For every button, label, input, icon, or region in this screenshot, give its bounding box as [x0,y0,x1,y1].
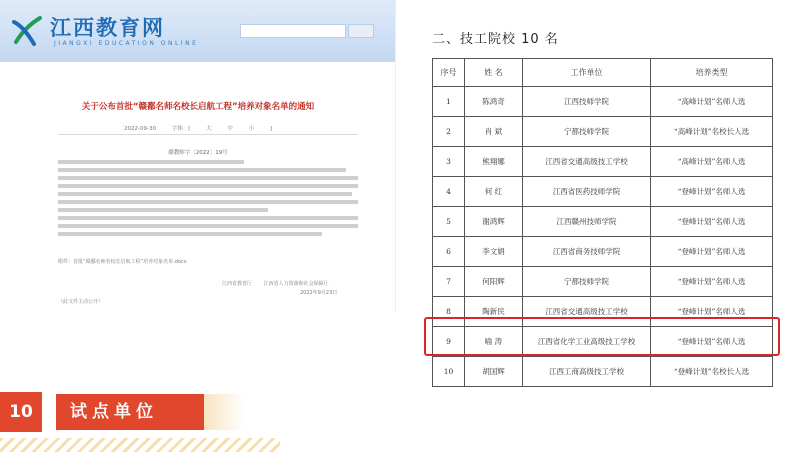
cell-type: “登峰计划”名师人选 [651,207,773,237]
doc-text-line [58,200,358,204]
table-row [433,267,773,297]
doc-text-line [58,184,358,188]
highlight-box [424,317,780,356]
doc-meta [0,124,396,132]
column-header-no: 序号 [433,59,465,87]
cell-name: 胡国辉 [465,357,523,387]
cell-no: 2 [433,117,465,147]
site-banner [0,0,396,62]
cell-name: 陶新民 [465,297,523,327]
table-row [433,147,773,177]
doc-text-line [58,168,346,172]
doc-attachment-link[interactable]: 附件：首批“赣鄱名师名校长启航工程”培养对象名单.docx [58,259,187,265]
cell-type: “登峰计划”名师人选 [651,267,773,297]
doc-text-line [58,224,358,228]
heading-decoration [204,394,244,430]
cell-name: 李文娟 [465,237,523,267]
cell-no: 6 [433,237,465,267]
cell-type: “登峰计划”名师人选 [651,177,773,207]
section-title: 二、技工院校 10 名 [432,32,559,47]
doc-text-line [58,192,352,196]
column-header-name: 姓 名 [465,59,523,87]
site-search-button[interactable] [348,24,374,38]
table-header-row [433,59,773,87]
doc-divider [58,134,358,135]
table-row [433,177,773,207]
column-header-type: 培养类型 [651,59,773,87]
decorative-stripes [0,438,280,452]
cell-type: “高峰计划”名师人选 [651,147,773,177]
cell-unit: 江西工商高级技工学校 [523,357,651,387]
cell-type: “高峰计划”名校长人选 [651,117,773,147]
table-row [433,237,773,267]
cell-type: “登峰计划”名师人选 [651,297,773,327]
cell-unit: 江西省交通高级技工学校 [523,297,651,327]
doc-text-line [58,232,322,236]
cell-unit: 江西省化学工业高级技工学校 [523,327,651,357]
doc-title: 关于公布首批“赣鄱名师名校长启航工程”培养对象名单的通知 [81,102,315,112]
cell-no: 4 [433,177,465,207]
cell-type: “登峰计划”名师人选 [651,237,773,267]
cell-unit: 江西省商务技师学院 [523,237,651,267]
doc-text-line [58,208,268,212]
cell-unit: 江西省交通高级技工学校 [523,147,651,177]
table-row [433,87,773,117]
cell-name: 熊翔娜 [465,147,523,177]
doc-number: 赣教师字〔2022〕19号 [168,150,228,156]
cell-no: 8 [433,297,465,327]
doc-text-line [58,160,244,164]
cell-no: 1 [433,87,465,117]
cell-name: 肖 斌 [465,117,523,147]
site-logo-subtitle: JIANGXI EDUCATION ONLINE [54,40,199,47]
site-search-input[interactable] [240,24,346,38]
cell-unit: 江西赣州技师学院 [523,207,651,237]
cell-no: 3 [433,147,465,177]
column-header-unit: 工作单位 [523,59,651,87]
logo-icon [10,14,44,48]
cell-unit: 江西技师学院 [523,87,651,117]
document-screenshot [0,0,396,312]
doc-publish-note: （此文件主动公开） [58,299,104,305]
doc-signature-org: 江西省教育厅 江西省人力资源和社会保障厅 [222,281,329,287]
cell-name: 陈鸿奇 [465,87,523,117]
doc-date: 2022-09-30 [123,126,156,132]
cell-unit: 宁都技师学院 [523,117,651,147]
cell-type: “登峰计划”名师人选 [651,327,773,357]
doc-text-line [58,176,358,180]
cell-no: 7 [433,267,465,297]
cell-no: 9 [433,327,465,357]
cell-unit: 江西省医药技师学院 [523,177,651,207]
doc-signature-date: 2022年9月23日 [300,290,338,296]
cell-type: “登峰计划”名校长人选 [651,357,773,387]
table-row-highlighted [433,357,773,387]
cell-type: “高峰计划”名师人选 [651,87,773,117]
cell-name: 喻 涛 [465,327,523,357]
cell-name: 何 红 [465,177,523,207]
cell-unit: 宁都技师学院 [523,267,651,297]
cell-no: 5 [433,207,465,237]
cell-no: 10 [433,357,465,387]
cell-name: 何阳辉 [465,267,523,297]
doc-text-line [58,216,358,220]
doc-font-size-control[interactable]: 字体：[ 大 中 小 ] [171,126,272,132]
table-row [433,207,773,237]
section-heading: 试点单位 [56,394,204,430]
section-number-badge: 10 [0,392,42,432]
doc-body-text [58,160,358,240]
table-row [433,117,773,147]
cell-name: 谢鸿辉 [465,207,523,237]
site-logo-text: 江西教育网 [50,15,165,40]
